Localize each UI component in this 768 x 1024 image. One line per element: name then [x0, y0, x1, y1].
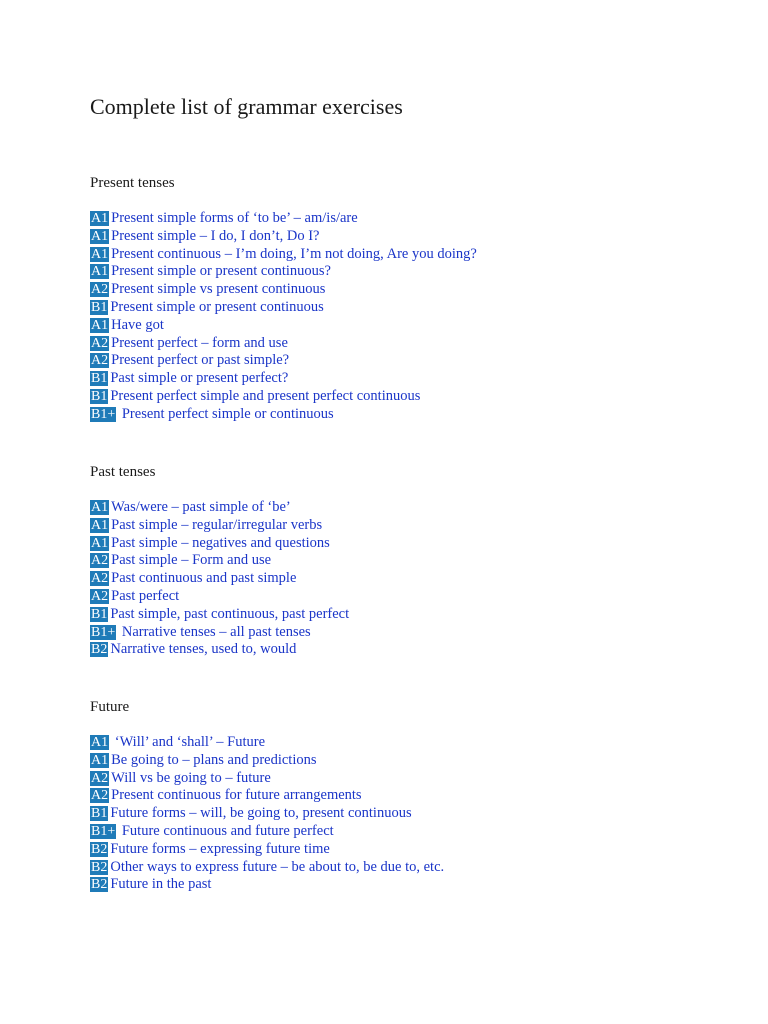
- exercise-link[interactable]: Be going to – plans and predictions: [111, 751, 317, 768]
- list-item: [90, 606, 349, 624]
- list-item: [90, 281, 477, 299]
- level-badge: B1+: [91, 406, 116, 422]
- level-badge: A1: [91, 517, 109, 533]
- list-item: [90, 370, 477, 388]
- exercise-link[interactable]: Future in the past: [110, 876, 212, 893]
- level-badge: B1: [91, 299, 108, 315]
- exercise-link[interactable]: ‘Will’ and ‘shall’ – Future: [114, 734, 266, 750]
- level-badge: A1: [91, 246, 109, 262]
- list-item: [90, 352, 477, 370]
- exercise-link[interactable]: Will vs be going to – future: [111, 769, 271, 786]
- exercise-link[interactable]: Past simple – negatives and questions: [111, 534, 330, 551]
- level-badge: A2: [91, 788, 109, 804]
- exercise-link[interactable]: Present perfect simple or continuous: [121, 405, 334, 422]
- level-badge: A2: [91, 353, 109, 369]
- list-item: [90, 535, 349, 553]
- level-badge: A2: [91, 571, 109, 587]
- level-badge: A2: [91, 335, 109, 351]
- exercise-link[interactable]: Past continuous and past simple: [111, 570, 297, 587]
- exercise-link[interactable]: Past simple – Form and use: [111, 552, 272, 569]
- exercise-link[interactable]: Past simple or present perfect?: [110, 370, 289, 387]
- exercise-list: [90, 499, 349, 659]
- list-item: [90, 734, 444, 752]
- exercise-link[interactable]: Present continuous – I’m doing, I’m not doing, Are you doing?: [111, 245, 477, 262]
- list-item: [90, 246, 477, 264]
- exercise-link[interactable]: Past simple – regular/irregular verbs: [111, 516, 323, 533]
- list-item: [90, 770, 444, 788]
- list-item: [90, 210, 477, 228]
- level-badge: B1: [91, 388, 108, 404]
- section-future: [90, 697, 445, 893]
- level-badge: A1: [91, 264, 109, 280]
- list-item: [90, 388, 477, 406]
- level-badge: A1: [91, 317, 109, 333]
- level-badge: A1: [91, 500, 109, 515]
- level-badge: B1+: [91, 624, 116, 640]
- exercise-link[interactable]: Past perfect: [111, 587, 180, 604]
- exercise-link[interactable]: Present simple or present continuous?: [111, 263, 331, 280]
- list-item: [90, 552, 349, 570]
- list-item: [90, 641, 349, 659]
- exercise-link[interactable]: Present simple or present continuous: [110, 298, 324, 315]
- list-item: [90, 406, 477, 424]
- exercise-link[interactable]: Present simple vs present continuous: [111, 281, 326, 298]
- section-heading: Past tenses: [90, 464, 156, 480]
- list-item: [90, 787, 444, 805]
- exercise-link[interactable]: Future continuous and future perfect: [121, 822, 334, 839]
- section-heading: Future: [90, 699, 130, 715]
- level-badge: B1: [91, 606, 108, 622]
- exercise-link[interactable]: Present perfect or past simple?: [111, 352, 290, 369]
- level-badge: B1: [91, 371, 108, 387]
- list-item: [90, 823, 444, 841]
- exercise-link[interactable]: Future forms – will, be going to, present continuous: [110, 805, 412, 822]
- exercise-link[interactable]: Have got: [111, 316, 164, 333]
- exercise-link[interactable]: Present perfect – form and use: [111, 334, 288, 351]
- exercise-link[interactable]: Was/were – past simple of ‘be’: [111, 499, 291, 515]
- exercise-link[interactable]: Narrative tenses – all past tenses: [121, 623, 311, 640]
- list-item: [90, 263, 477, 281]
- level-badge: B1: [91, 806, 108, 822]
- list-item: [90, 876, 444, 894]
- exercise-link[interactable]: Past simple, past continuous, past perfect: [110, 605, 350, 622]
- level-badge: A1: [91, 211, 109, 226]
- exercise-link[interactable]: Other ways to express future – be about to, be due to, etc.: [110, 858, 445, 875]
- exercise-link[interactable]: Present simple forms of ‘to be’ – am/is/are: [111, 210, 358, 226]
- list-item: [90, 805, 444, 823]
- level-badge: A1: [91, 535, 109, 551]
- level-badge: A1: [91, 228, 109, 244]
- list-item: [90, 517, 349, 535]
- level-badge: A2: [91, 588, 109, 604]
- list-item: [90, 859, 444, 877]
- list-item: [90, 570, 349, 588]
- level-badge: A1: [91, 752, 109, 768]
- page-title: Complete list of grammar exercises: [90, 94, 403, 119]
- list-item: [90, 228, 477, 246]
- level-badge: B2: [91, 877, 108, 893]
- list-item: [90, 317, 477, 335]
- level-badge: B2: [91, 642, 108, 658]
- exercise-link[interactable]: Narrative tenses, used to, would: [110, 641, 297, 658]
- section-past-tenses: [90, 462, 350, 658]
- level-badge: A2: [91, 553, 109, 569]
- exercise-link[interactable]: Present simple – I do, I don’t, Do I?: [111, 227, 320, 244]
- exercise-list: [90, 734, 444, 894]
- list-item: [90, 752, 444, 770]
- exercise-list: [90, 210, 477, 424]
- level-badge: A1: [91, 735, 109, 750]
- exercise-link[interactable]: Present continuous for future arrangements: [111, 787, 362, 804]
- section-heading: Present tenses: [90, 175, 175, 191]
- level-badge: B1+: [91, 823, 116, 839]
- list-item: [90, 335, 477, 353]
- level-badge: A2: [91, 282, 109, 298]
- list-item: [90, 299, 477, 317]
- exercise-link[interactable]: Future forms – expressing future time: [110, 840, 330, 857]
- level-badge: B2: [91, 841, 108, 857]
- list-item: [90, 588, 349, 606]
- level-badge: B2: [91, 859, 108, 875]
- list-item: [90, 499, 349, 517]
- level-badge: A2: [91, 770, 109, 786]
- list-item: [90, 841, 444, 859]
- list-item: [90, 624, 349, 642]
- exercise-link[interactable]: Present perfect simple and present perfect continuous: [110, 387, 421, 404]
- section-present-tenses: [90, 173, 477, 422]
